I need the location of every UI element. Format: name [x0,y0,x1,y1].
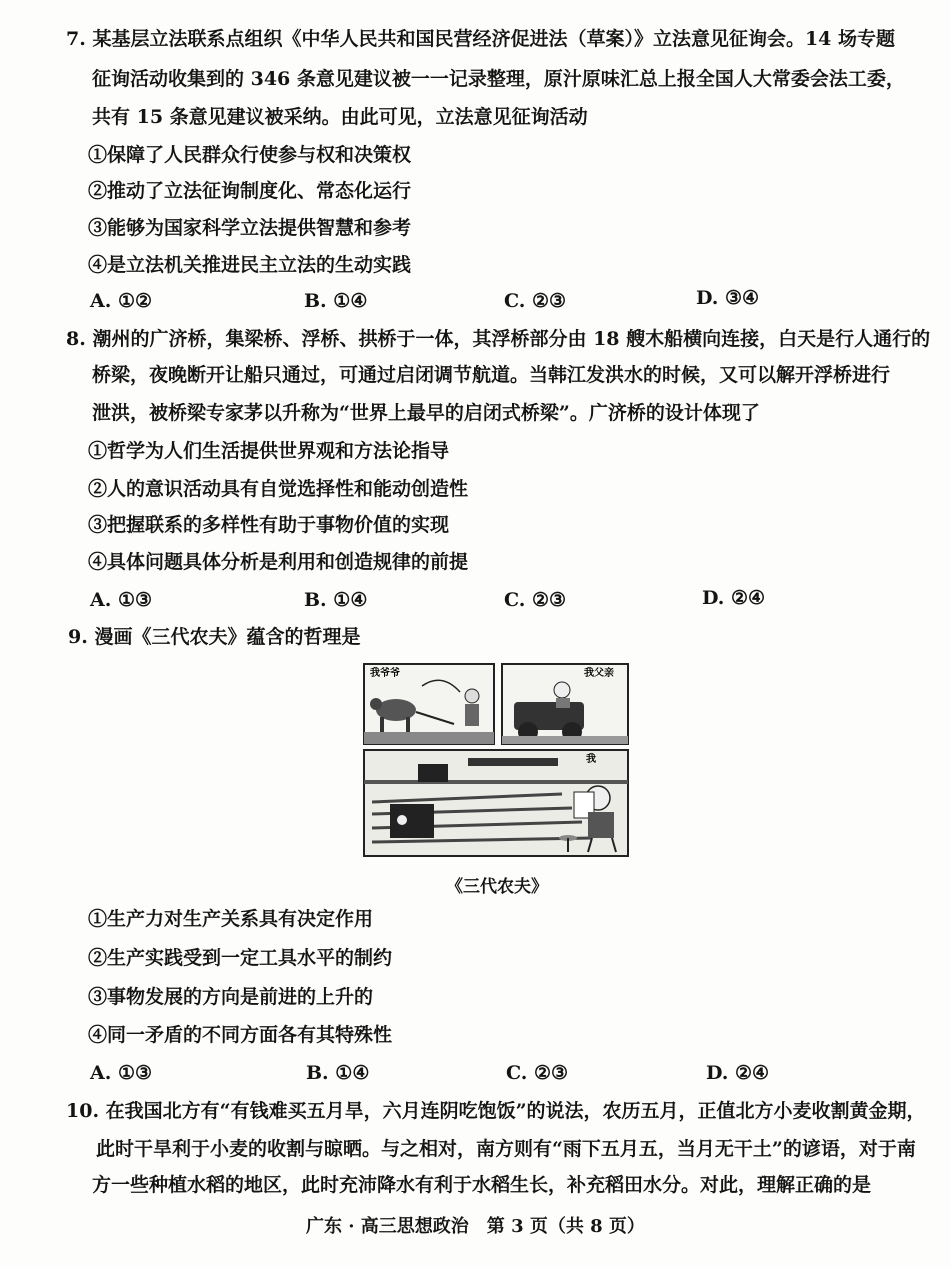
cartoon-caption: 《三代农夫》 [446,877,548,897]
q7-stem-line-2: 征询活动收集到的 346 条意见建议被一一记录整理，原汁原味汇总上报全国人大常委会法工委， [92,68,905,90]
q9-option-4: ④同一矛盾的不同方面各有其特殊性 [88,1024,393,1046]
q7-choice-c[interactable]: C. ②③ [504,290,567,312]
q7-choice-a[interactable]: A. ①② [90,290,153,312]
q7-option-2: ②推动了立法征询制度化、常态化运行 [88,180,412,202]
q8-choice-d[interactable]: D. ②④ [702,587,766,609]
q8-option-4: ④具体问题具体分析是利用和创造规律的前提 [88,551,469,573]
page-footer: 广东 · 高三思想政治 第 3 页（共 8 页） [306,1216,645,1237]
q9-option-2: ②生产实践受到一定工具水平的制约 [88,947,393,969]
q8-stem-line-3: 泄洪，被桥梁专家茅以升称为“世界上最早的启闭式桥梁”。广济桥的设计体现了 [92,402,760,424]
q8-stem-line-2: 桥梁，夜晚断开让船只通过，可通过启闭调节航道。当韩江发洪水的时候，又可以解开浮桥进行 [92,364,891,386]
q7-stem-line-3: 共有 15 条意见建议被采纳。由此可见，立法意见征询活动 [92,106,588,128]
q8-choice-a[interactable]: A. ①③ [90,589,153,611]
q9-choice-d[interactable]: D. ②④ [706,1062,770,1084]
q10-stem-line-1: 10. 在我国北方有“有钱难买五月旱，六月连阴吃饱饭”的说法，农历五月，正值北方小麦收割黄金期， [66,1100,926,1122]
q8-option-1: ①哲学为人们生活提供世界观和方法论指导 [88,440,450,462]
q7-option-4: ④是立法机关推进民主立法的生动实践 [88,254,412,276]
cartoon-panel-grandfather [364,664,494,744]
q8-option-2: ②人的意识活动具有自觉选择性和能动创造性 [88,478,469,500]
q8-option-3: ③把握联系的多样性有助于事物价值的实现 [88,514,450,536]
cartoon-label-me: 我 [586,754,596,765]
q8-choice-c[interactable]: C. ②③ [504,589,567,611]
cartoon-label-grandfather: 我爷爷 [370,668,400,679]
q8-choice-b[interactable]: B. ①④ [304,589,368,611]
q7-option-1: ①保障了人民群众行使参与权和决策权 [88,144,412,166]
q7-choice-b[interactable]: B. ①④ [304,290,368,312]
cartoon-label-father: 我父亲 [584,668,614,679]
q7-option-3: ③能够为国家科学立法提供智慧和参考 [88,217,412,239]
q9-choice-c[interactable]: C. ②③ [506,1062,569,1084]
q9-stem: 9. 漫画《三代农夫》蕴含的哲理是 [68,626,361,648]
q7-stem-line-1: 7. 某基层立法联系点组织《中华人民共和国民营经济促进法（草案）》立法意见征询会。14 场专题 [66,28,896,50]
q9-option-1: ①生产力对生产关系具有决定作用 [88,908,374,930]
q10-stem-line-2: 此时干旱利于小麦的收割与晾晒。与之相对，南方则有“雨下五月五，当月无干土”的谚语，对于南 [96,1138,916,1160]
q10-stem-line-3: 方一些种植水稻的地区，此时充沛降水有利于水稻生长，补充稻田水分。对此，理解正确的是 [92,1174,872,1196]
cartoon-panel-father [502,664,628,744]
q7-choice-d[interactable]: D. ③④ [696,287,760,309]
q8-stem-line-1: 8. 潮州的广济桥，集梁桥、浮桥、拱桥于一体，其浮桥部分由 18 艘木船横向连接，白天是行人通行的 [66,328,931,350]
cartoon-three-generations-farmers [362,662,630,858]
cartoon-panel-me [364,750,628,856]
q9-choice-b[interactable]: B. ①④ [306,1062,370,1084]
q9-choice-a[interactable]: A. ①③ [90,1062,153,1084]
q9-option-3: ③事物发展的方向是前进的上升的 [88,986,374,1008]
